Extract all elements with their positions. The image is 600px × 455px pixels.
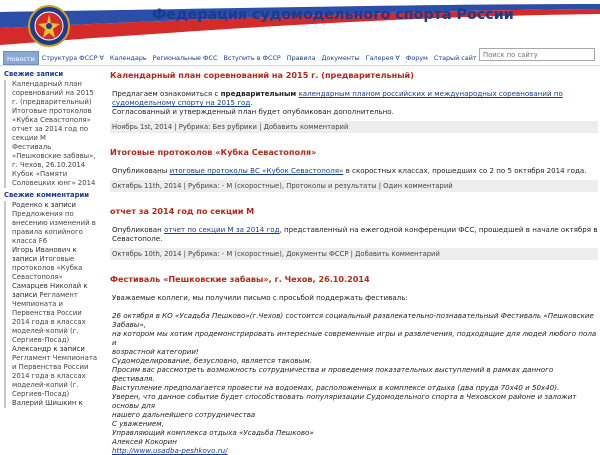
post-text: Опубликован <box>112 225 164 234</box>
comment-connector: к записи <box>51 345 85 353</box>
nav-item[interactable]: Вступить в ФССР <box>223 54 281 62</box>
comment-connector: к записи <box>12 282 88 299</box>
nav-item[interactable]: Региональные ФСС <box>152 54 218 62</box>
comment-author[interactable]: Игорь Иванович <box>12 246 71 254</box>
recent-post-item <box>12 107 100 125</box>
site-title[interactable]: Федерация судомодельного спорта России <box>152 6 514 23</box>
post-body <box>110 225 598 243</box>
letter-line: Уверен, что данное событие будет способствовать популяризации Судомодельного спорта в Чеховском районе и заложит основы для <box>112 392 577 410</box>
post-text: , представленный на ежегодной конференции ФСС, прошедшей в начале октября в Севастополе. <box>112 225 598 243</box>
post-intro: Уважаемые коллеги, мы получили письмо с просьбой поддержать фестиваль: <box>112 293 408 302</box>
comment-author[interactable]: Роденко <box>12 201 43 209</box>
post-title[interactable]: Итоговые протоколов «Кубка Севастополя» <box>110 147 317 157</box>
comment-post-link[interactable]: Предложения по внесению изменений в правила копийного класса F6 <box>12 210 96 245</box>
nav-item[interactable]: Документы <box>321 54 360 62</box>
nav-item[interactable]: Календарь <box>109 54 147 62</box>
calendar-plan-link[interactable]: календарным планом российских и международных соревнований по судомодельному спорту на 2015 год <box>112 89 563 107</box>
post-body <box>110 89 598 116</box>
letter-line: Судомоделирование, безусловно, является таковым. <box>112 356 312 365</box>
recent-post-item <box>12 143 100 170</box>
nav-item[interactable]: Правила <box>286 54 316 62</box>
site-header <box>0 0 600 49</box>
letter-line: Управляющий комплекса отдыха «Усадьба Пешково» <box>112 428 314 437</box>
post-text-bold: предварительным <box>220 89 297 98</box>
post-meta <box>110 248 598 260</box>
comment-connector: к записи <box>42 201 76 209</box>
comment-connector: к записи <box>12 246 77 263</box>
recent-posts-title: Свежие записи <box>4 70 64 78</box>
post-text: Опубликованы <box>112 166 170 175</box>
nav-item[interactable]: Форум <box>405 54 428 62</box>
recent-post-link[interactable]: Фестиваль «Пешковские забавы», г. Чехов, 26.10.2014 <box>12 143 96 169</box>
recent-comment-item <box>12 282 100 345</box>
festival-letter <box>110 311 598 446</box>
post <box>110 70 598 133</box>
recent-post-link[interactable]: Кубок «Памяти Соловецких юнг» 2014 <box>12 170 96 187</box>
post-text: . <box>250 98 253 107</box>
comment-author[interactable]: Валерий Шишкин <box>12 399 77 407</box>
nav-item[interactable]: Старый сайт <box>433 54 477 62</box>
post-meta <box>110 180 598 192</box>
letter-line: Алексей Кокорин <box>112 437 177 446</box>
recent-post-item <box>12 80 100 107</box>
letter-line: 26 октября в КО «Усадьба Пешково»(г.Чехов) состоится социальный развлекательно-познавательный Фестиваль «Пешковские Забавы», <box>112 311 594 329</box>
comment-post-link[interactable]: Итоговые протоколов «Кубка Севастополя» <box>12 255 83 281</box>
nav-item[interactable]: Новости <box>3 51 39 65</box>
letter-line: на котором мы хотим продемонстрировать интересные современные игры и развлечения, подходящие для людей любого пола и <box>112 329 597 347</box>
letter-line: нашего дальнейшего сотрудничества <box>112 410 256 419</box>
recent-post-item <box>12 125 100 143</box>
post-meta <box>110 121 598 133</box>
search-input[interactable] <box>479 48 595 61</box>
post-title[interactable]: Фестиваль «Пешковские забавы», г. Чехов, 26.10.2014 <box>110 274 370 284</box>
recent-comment-item <box>12 246 100 282</box>
fss-emblem-icon <box>26 4 72 48</box>
recent-comment-item <box>12 201 100 246</box>
nav-item[interactable]: Галерея ∀ <box>365 54 400 62</box>
comment-author[interactable]: Самарцев Николай <box>12 282 82 290</box>
post-text: в скоростных классах, прошедших со 2 по 5 октября 2014 года. <box>343 166 587 175</box>
recent-comment-item <box>12 399 100 408</box>
recent-comments-list <box>4 201 100 408</box>
nav-item[interactable]: Структура ФССР ∀ <box>41 54 104 62</box>
usadba-link[interactable]: http://www.usadba-peshkovo.ru/ <box>112 446 228 455</box>
post-text: Предлагаем ознакомиться с <box>112 89 221 98</box>
post-meta-text[interactable]: Октябрь 10th, 2014 | Рубрика: - М (скоростные), Документы ФССР | Добавить комментарий <box>112 250 440 258</box>
festival-link-line <box>110 446 598 455</box>
post-body <box>110 166 598 175</box>
post-title[interactable]: отчет за 2014 год по секции М <box>110 206 255 216</box>
main-content <box>110 70 598 455</box>
letter-line: С уважением, <box>112 419 164 428</box>
post <box>110 206 598 260</box>
recent-post-link[interactable]: Итоговые протоколов «Кубка Севастополя» <box>12 107 92 124</box>
comment-post-link[interactable]: Регламент Чемпионата и Первенства России 2014 года в классах моделей-копий (г. Сергиев-Посад) <box>12 354 98 398</box>
recent-post-link[interactable]: отчет за 2014 год по секции М <box>12 125 89 142</box>
comment-author[interactable]: Александр <box>12 345 52 353</box>
post-text: Согласованный и утвержденный план будет опубликован дополнительно. <box>112 107 394 116</box>
comment-connector: к <box>76 399 83 407</box>
recent-posts-list <box>4 80 100 188</box>
letter-line: возрастной категории! <box>112 347 199 356</box>
post-meta-text[interactable]: Октябрь 11th, 2014 | Рубрика: - М (скоростные), Протоколы и результаты | Один комментарий <box>112 182 453 190</box>
letter-line: Выступление предполагается провести на водоемах, расположенных в комплексе отдыха (два пруда 70х40 и 50х40). <box>112 383 560 392</box>
recent-comment-item <box>12 345 100 399</box>
post-meta-text[interactable]: Ноябрь 1st, 2014 | Рубрика: Без рубрики | Добавить комментарий <box>112 123 349 131</box>
post <box>110 274 598 455</box>
protocols-link[interactable]: итоговые протоколы ВС «Кубок Севастополя» <box>169 166 344 175</box>
post-title[interactable]: Календарный план соревнований на 2015 г. (предварительный) <box>110 70 414 80</box>
recent-post-item <box>12 170 100 188</box>
comment-post-link[interactable]: Регламент Чемпионата и Первенства России 2014 года в классах моделей-копий (г. Сергиев-Посад) <box>12 291 86 344</box>
recent-comments-title: Свежие комментарии <box>4 191 90 199</box>
recent-post-link[interactable]: Календарный план соревнований на 2015 г. (предварительный) <box>12 80 94 106</box>
sidebar <box>4 70 100 407</box>
post <box>110 147 598 192</box>
letter-line: Просим вас рассмотреть возможность сотрудничества и проведения показательных выступлений в рамках данного фестиваля. <box>112 365 554 383</box>
report-link[interactable]: отчет по секции М за 2014 год <box>163 225 280 234</box>
